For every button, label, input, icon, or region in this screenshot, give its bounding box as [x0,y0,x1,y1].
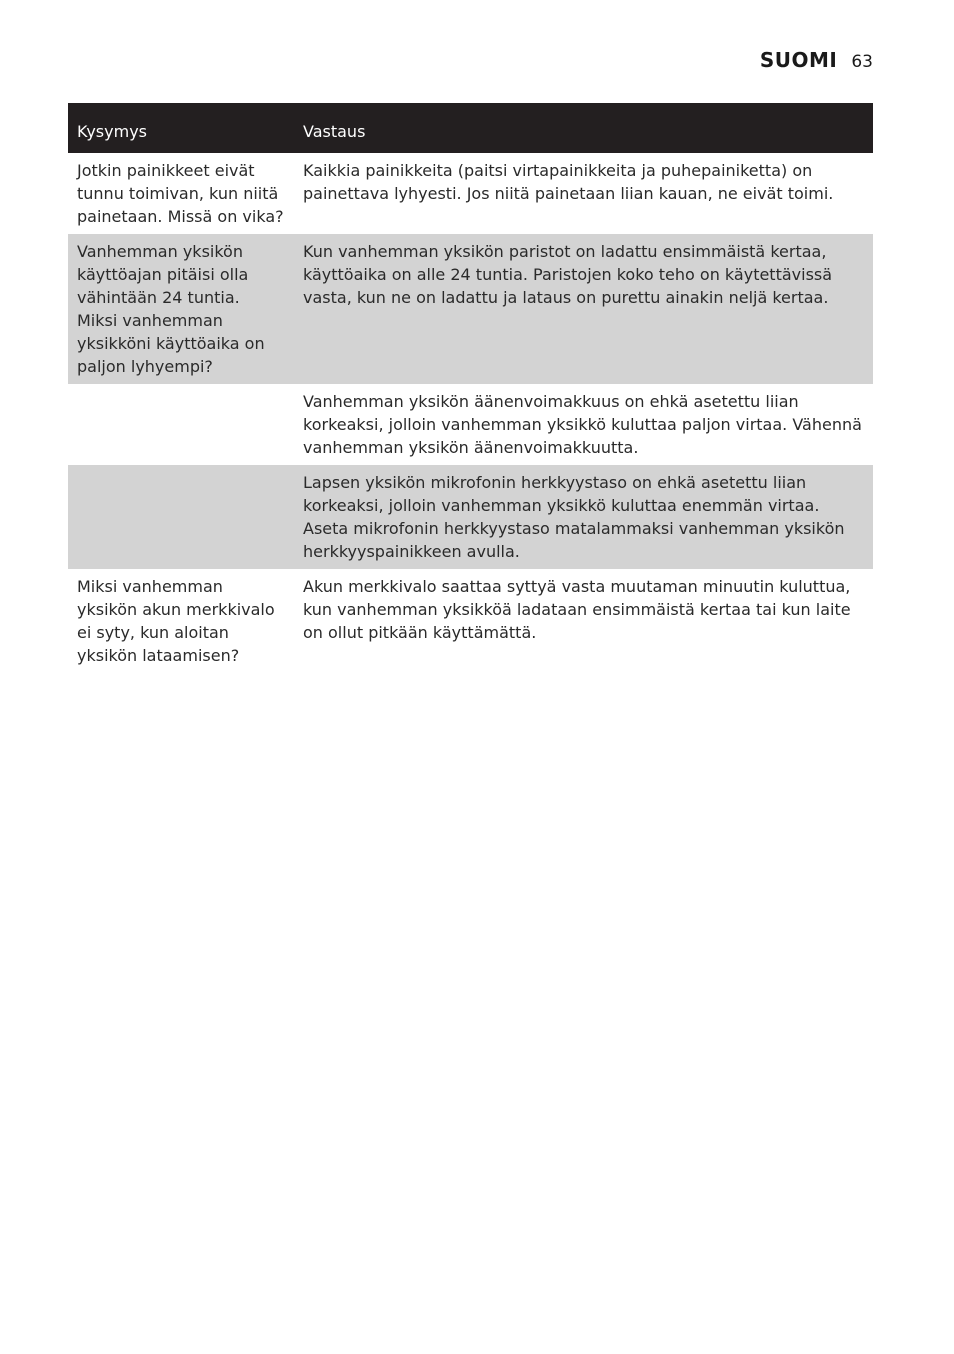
table-row [68,153,873,234]
language-label: SUOMI [759,48,838,72]
column-header-question: Kysymys [68,103,294,153]
page-header [760,48,873,72]
answer-cell: Akun merkkivalo saattaa syttyä vasta muutaman minuutin kuluttua, kun vanhemman yksikköä ladataan ensimmäistä kertaa tai kun laite on ollut pitkään käyttämättä. [303,577,851,642]
table-row [68,234,873,384]
table-row [68,465,873,569]
question-cell: Vanhemman yksikön käyttöajan pitäisi olla vähintään 24 tuntia. Miksi vanhemman yksikköni käyttöaika on paljon lyhyempi? [68,234,294,384]
question-cell: Miksi vanhemman yksikön akun merkkivalo ei syty, kun aloitan yksikön lataamisen? [77,577,275,665]
answer-cell: Vanhemman yksikön äänenvoimakkuus on ehkä asetettu liian korkeaksi, jolloin vanhemman yksikkö kuluttaa paljon virtaa. Vähennä vanhemman yksikön äänenvoimakkuutta. [303,392,862,457]
page-number: 63 [851,52,873,72]
column-header-answer: Vastaus [294,103,873,153]
table-header-row [68,103,873,153]
troubleshooting-table [68,103,873,673]
table-row [68,384,873,465]
question-cell [68,465,294,569]
answer-cell: Kun vanhemman yksikön paristot on ladattu ensimmäistä kertaa, käyttöaika on alle 24 tuntia. Paristojen koko teho on käytettävissä vasta, kun ne on ladattu ja lataus on purettu ainakin neljä kertaa. [294,234,873,384]
table-row [68,569,873,673]
answer-cell: Kaikkia painikkeita (paitsi virtapainikkeita ja puhepainiketta) on painettava lyhyesti. Jos niitä painetaan liian kauan, ne eivät toimi. [303,161,834,203]
question-cell: Jotkin painikkeet eivät tunnu toimivan, kun niitä painetaan. Missä on vika? [77,161,284,226]
question-cell [68,384,294,465]
answer-cell: Lapsen yksikön mikrofonin herkkyystaso on ehkä asetettu liian korkeaksi, jolloin vanhemman yksikkö kuluttaa enemmän virtaa. Aseta mikrofonin herkkyystaso matalammaksi vanhemman yksikön herkkyyspainikkeen avulla. [294,465,873,569]
